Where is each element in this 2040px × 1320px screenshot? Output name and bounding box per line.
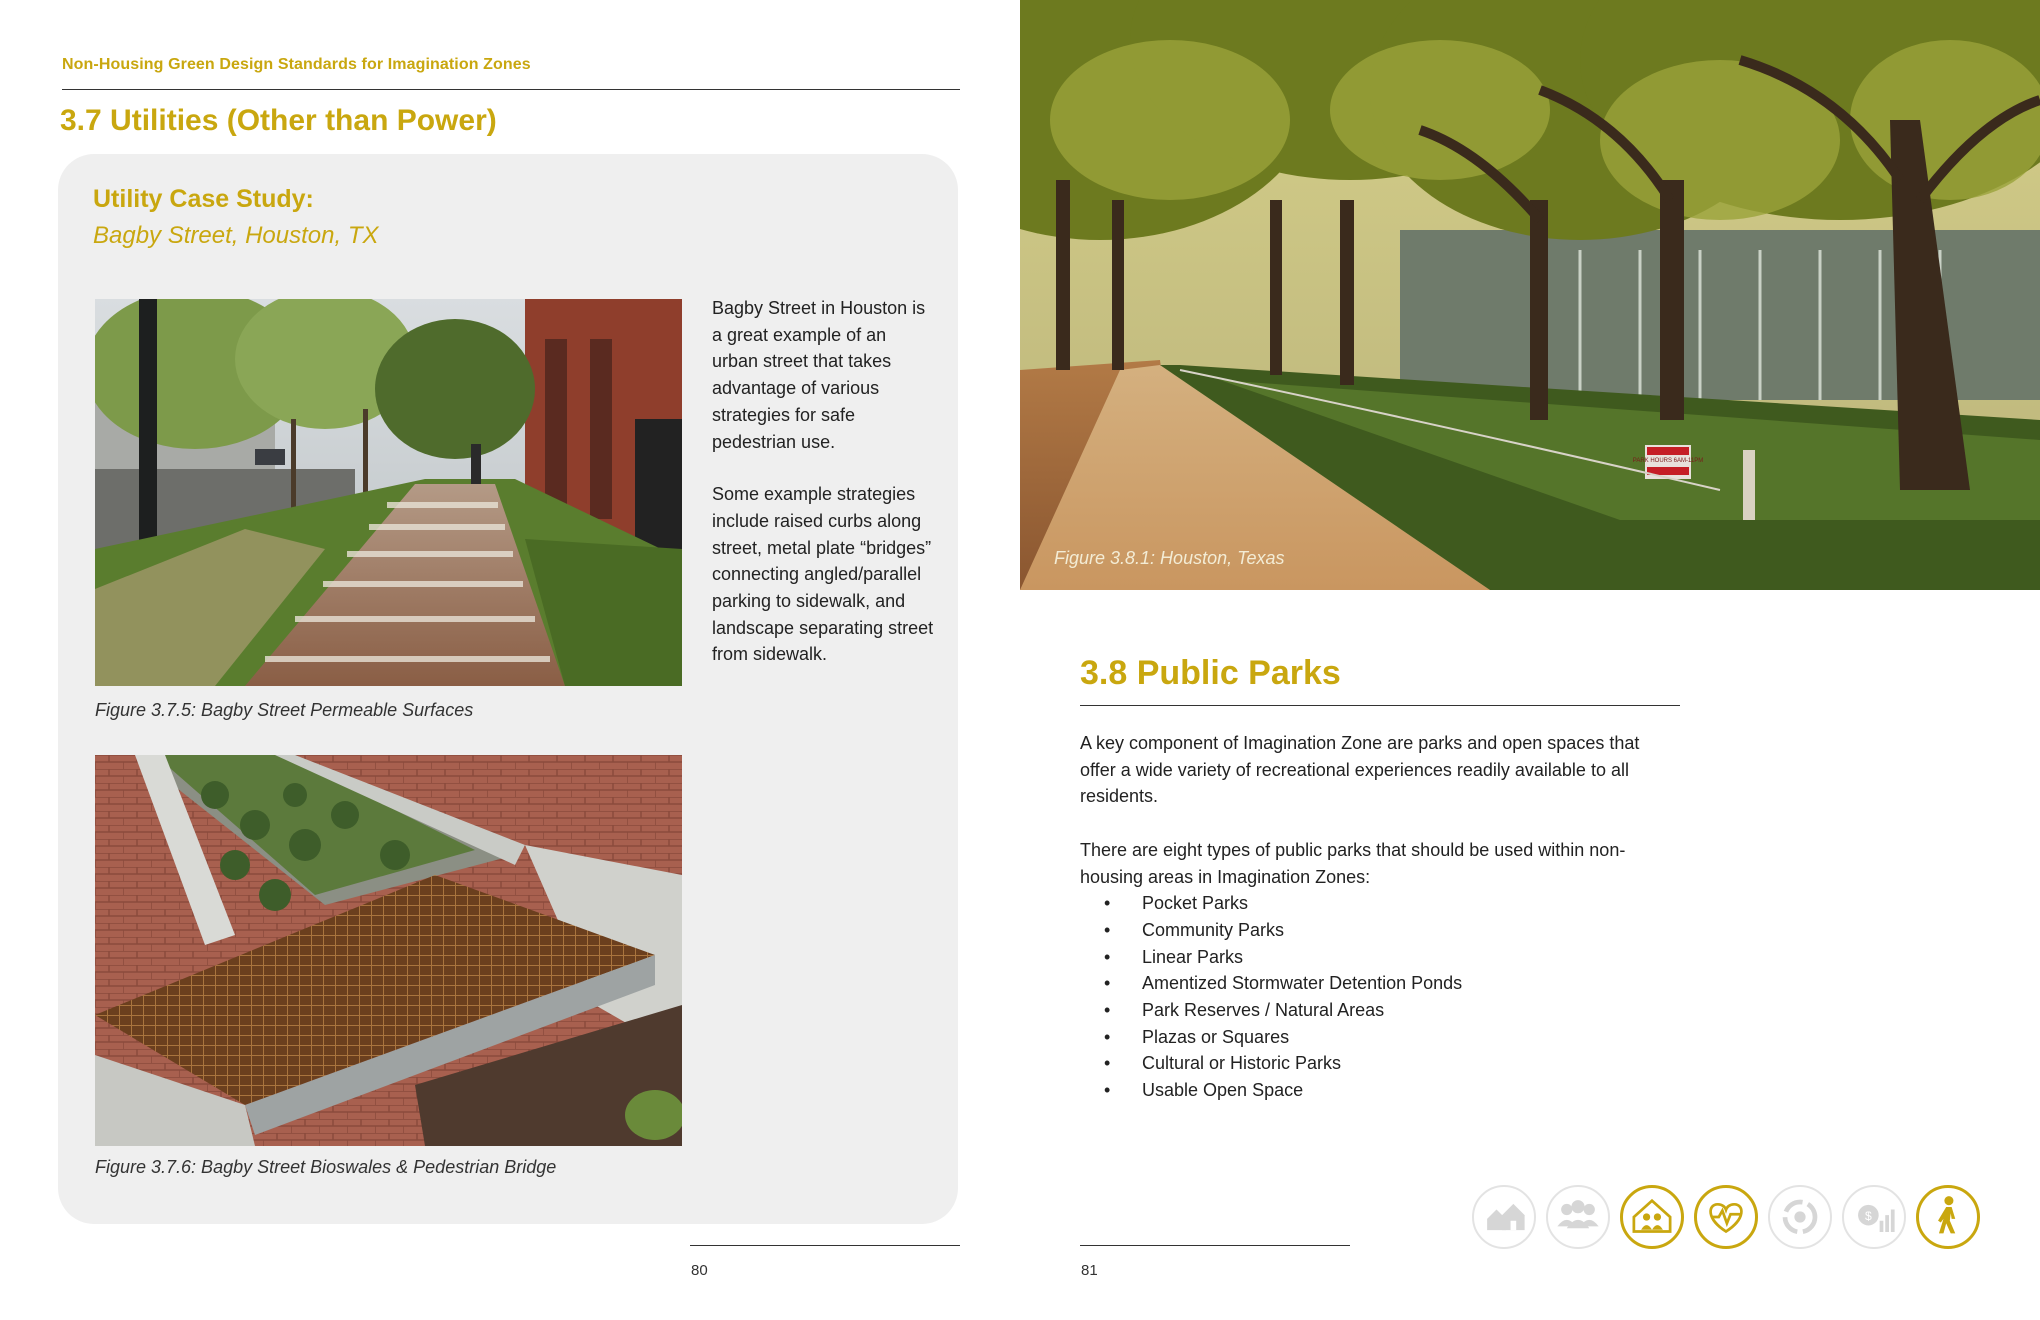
list-item-label: Park Reserves / Natural Areas <box>1142 1000 1385 1021</box>
bullet: • <box>1104 973 1111 994</box>
public-parks-body <box>1080 730 1650 1104</box>
page-number-left: 80 <box>691 1262 708 1279</box>
bullet: • <box>1104 893 1111 914</box>
page-number-right: 81 <box>1081 1262 1098 1279</box>
park-hours-sign: PARK HOURS 6AM-11PM <box>1632 458 1704 464</box>
walking-person-icon <box>1916 1185 1980 1249</box>
list-item-label: Pocket Parks <box>1142 893 1249 914</box>
parks-paragraph-2: There are eight types of public parks that should be used within non-housing areas in Imagination Zones: <box>1080 839 1626 887</box>
category-icon-row <box>1472 1185 1992 1255</box>
bullet: • <box>1104 1053 1111 1074</box>
list-item-label: Amentized Stormwater Detention Ponds <box>1142 973 1463 994</box>
people-group-icon <box>1546 1185 1610 1249</box>
bullet: • <box>1104 946 1111 967</box>
running-head: Non-Housing Green Design Standards for Imagination Zones <box>62 56 531 73</box>
section-rule <box>1080 705 1680 706</box>
footer-rule-right <box>1080 1245 1350 1246</box>
list-item <box>1080 1077 1650 1104</box>
list-item <box>1080 970 1650 997</box>
case-study-title: Utility Case Study: <box>93 185 314 213</box>
list-item <box>1080 1024 1650 1051</box>
photo-bagby-permeable-surfaces <box>95 299 682 686</box>
figure-caption-3-8-1: Figure 3.8.1: Houston, Texas <box>1054 548 1285 568</box>
svg-text:$: $ <box>1864 1208 1872 1223</box>
figure-caption-3-7-6: Figure 3.7.6: Bagby Street Bioswales & Pedestrian Bridge <box>95 1157 557 1177</box>
bullet: • <box>1104 1080 1111 1101</box>
money-growth-icon <box>1842 1185 1906 1249</box>
section-title-utilities: 3.7 Utilities (Other than Power) <box>60 104 497 137</box>
section-title-public-parks: 3.8 Public Parks <box>1080 654 1341 692</box>
list-item-label: Linear Parks <box>1142 946 1244 967</box>
house-family-icon <box>1620 1185 1684 1249</box>
houses-icon <box>1472 1185 1536 1249</box>
footer-rule-left <box>690 1245 960 1246</box>
photo-bagby-bioswale-bridge <box>95 755 682 1146</box>
list-item <box>1080 997 1650 1024</box>
bullet: • <box>1104 919 1111 940</box>
recycle-cycle-icon <box>1768 1185 1832 1249</box>
park-types-list <box>1080 890 1650 1104</box>
case-study-paragraph-2: Some example strategies include raised curbs along street, metal plate “bridges” connecting angled/parallel parking to sidewalk, and landscape separating street from sidewalk. <box>712 484 934 665</box>
case-study-text <box>712 295 937 694</box>
figure-caption-3-7-5: Figure 3.7.5: Bagby Street Permeable Surfaces <box>95 700 474 720</box>
list-item-label: Plazas or Squares <box>1142 1026 1290 1047</box>
list-item-label: Cultural or Historic Parks <box>1142 1053 1342 1074</box>
heart-pulse-icon <box>1694 1185 1758 1249</box>
list-item <box>1080 1050 1650 1077</box>
case-study-paragraph-1: Bagby Street in Houston is a great example of an urban street that takes advantage of various strategies for safe pedestrian use. <box>712 298 926 452</box>
parks-paragraph-1: A key component of Imagination Zone are parks and open spaces that offer a wide variety of recreational experiences readily available to all residents. <box>1080 733 1640 807</box>
list-item-label: Usable Open Space <box>1142 1080 1304 1101</box>
list-item-label: Community Parks <box>1142 919 1285 940</box>
bullet: • <box>1104 1000 1111 1021</box>
list-item <box>1080 917 1650 944</box>
list-item <box>1080 944 1650 971</box>
list-item <box>1080 890 1650 917</box>
bullet: • <box>1104 1026 1111 1047</box>
photo-houston-park-walkway <box>1020 0 2040 590</box>
case-study-subtitle: Bagby Street, Houston, TX <box>93 222 379 249</box>
header-rule <box>62 89 960 90</box>
